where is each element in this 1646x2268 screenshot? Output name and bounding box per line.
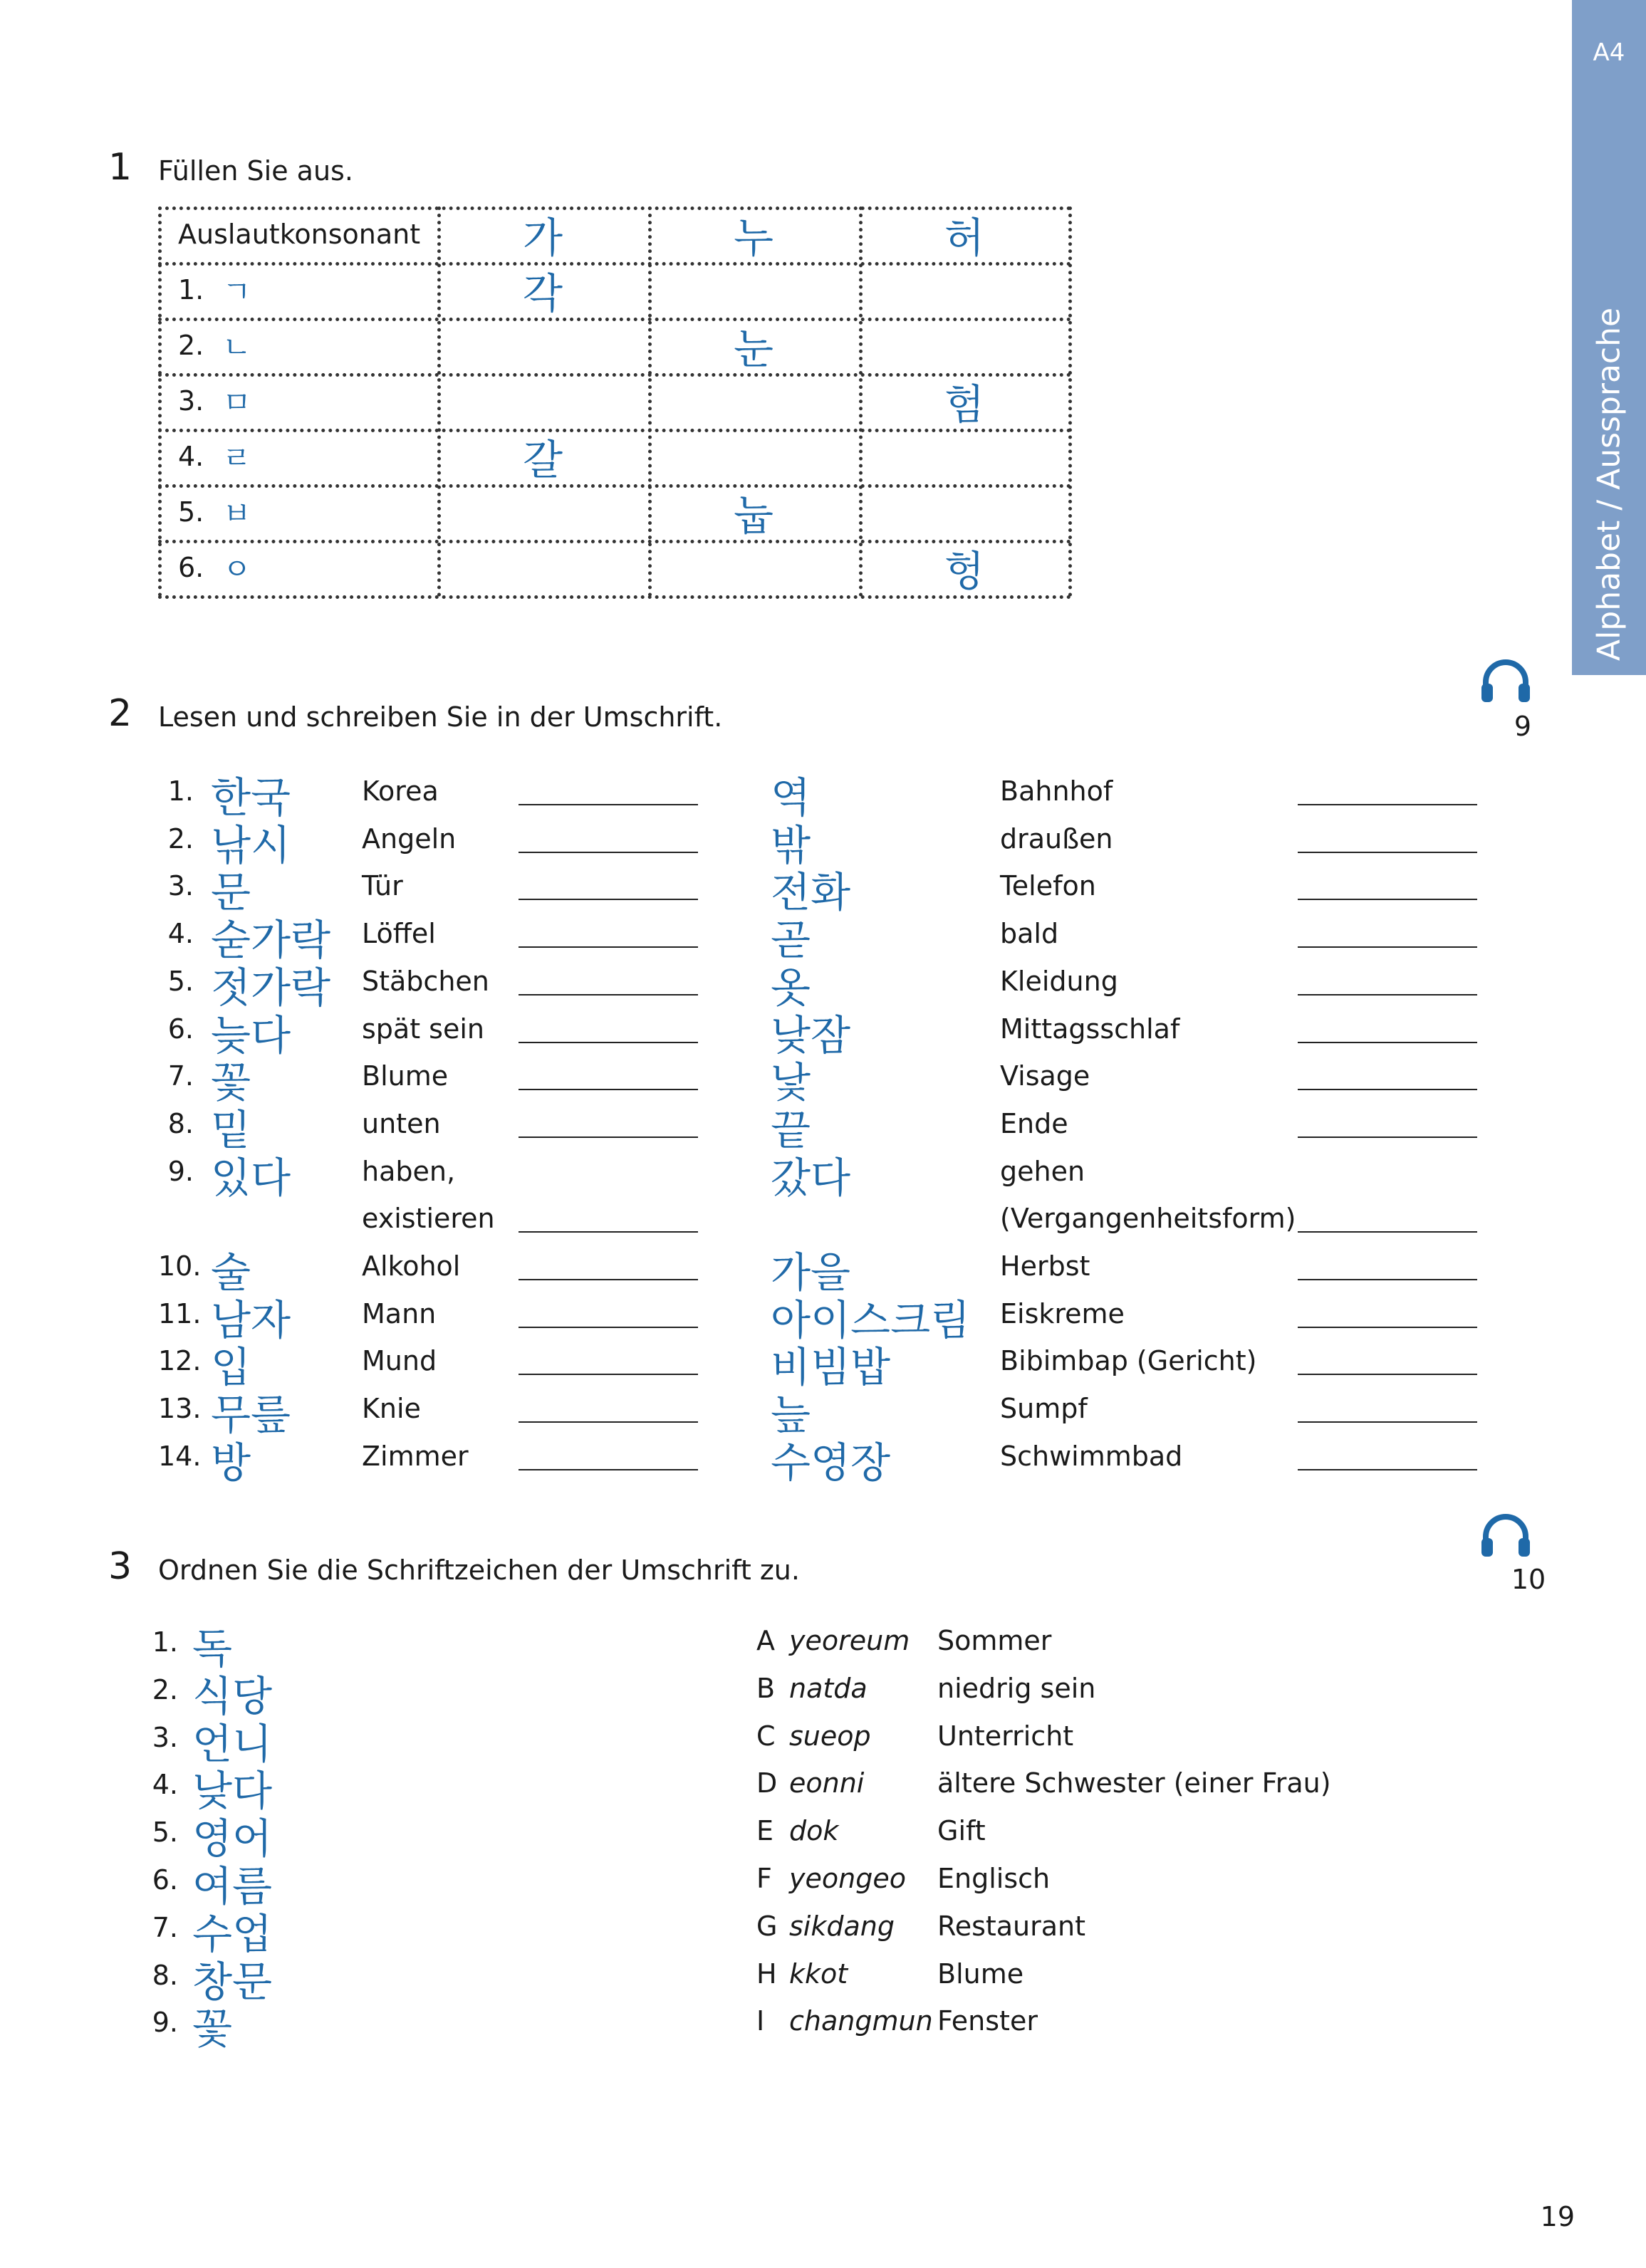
answer-blank[interactable] [519, 804, 698, 805]
german-word: Fenster [937, 2005, 1038, 2037]
german-word: Mann [362, 1298, 437, 1329]
headphones-icon[interactable] [1479, 1510, 1533, 1559]
german-word: gehen [1000, 1156, 1085, 1187]
korean-word: 가을 [771, 1248, 851, 1297]
option-letter: H [756, 1958, 777, 1990]
list-item-number: 1. [167, 775, 194, 807]
answer-blank[interactable] [1298, 994, 1477, 995]
korean-word: 젓가락 [211, 963, 331, 1012]
table-cell[interactable] [859, 318, 1070, 373]
korean-word: 한국 [211, 773, 291, 822]
table-row-label: 5. ㅂ [178, 496, 251, 531]
table-row-label: 3. ㅁ [178, 385, 251, 420]
korean-word: 문 [211, 868, 251, 916]
german-word: Blume [937, 1958, 1024, 1990]
german-word: unten [362, 1108, 441, 1139]
answer-blank[interactable] [519, 994, 698, 995]
german-word: Telefon [1000, 870, 1096, 902]
table-cell[interactable]: 각 [522, 269, 563, 318]
korean-word: 낮잠 [771, 1011, 851, 1060]
list-item-number: 8. [167, 1108, 194, 1139]
exercise-2-title: Lesen und schreiben Sie in der Umschrift. [158, 701, 723, 733]
table-header-label: Auslautkonsonant [178, 219, 421, 250]
romanization: kkot [789, 1958, 848, 1990]
audio-track-number: 10 [1511, 1564, 1546, 1595]
german-word: Sommer [937, 1625, 1052, 1656]
answer-blank[interactable] [1298, 1042, 1477, 1043]
table-cell[interactable] [859, 484, 1070, 540]
table-cell[interactable] [648, 373, 859, 429]
german-word: Alkohol [362, 1250, 461, 1282]
german-word: (Vergangenheitsform) [1000, 1203, 1296, 1234]
german-word: ältere Schwester (einer Frau) [937, 1767, 1331, 1799]
korean-word: 언니 [192, 1720, 273, 1768]
table-cell[interactable]: 갈 [522, 436, 563, 484]
table-cell[interactable] [859, 429, 1070, 484]
page-number: 19 [1540, 2201, 1575, 2232]
answer-blank[interactable] [1298, 1279, 1477, 1280]
list-item-number: 7. [152, 1912, 178, 1943]
answer-blank[interactable] [1298, 1089, 1477, 1090]
german-word: Stäbchen [362, 966, 489, 997]
german-word: Kleidung [1000, 966, 1118, 997]
german-word: Korea [362, 775, 439, 807]
list-item-number: 2. [167, 823, 194, 855]
table-cell[interactable]: 눈 [733, 325, 774, 373]
korean-word: 비빔밥 [771, 1343, 891, 1391]
exercise-1-number: 1 [108, 146, 132, 189]
answer-blank[interactable] [1298, 1231, 1477, 1233]
list-item-number: 4. [152, 1769, 178, 1800]
romanization: sikdang [789, 1911, 895, 1942]
answer-blank[interactable] [519, 1469, 698, 1470]
option-letter: E [756, 1815, 774, 1846]
answer-blank[interactable] [1298, 1327, 1477, 1328]
list-item-number: 6. [167, 1013, 194, 1045]
german-word: Eiskreme [1000, 1298, 1125, 1329]
korean-word: 남자 [211, 1296, 291, 1344]
answer-blank[interactable] [519, 1374, 698, 1375]
list-item-number: 3. [167, 870, 194, 902]
romanization: eonni [789, 1767, 865, 1799]
exercise-1-title: Füllen Sie aus. [158, 155, 353, 187]
german-word: Angeln [362, 823, 457, 855]
german-word: Gift [937, 1815, 986, 1846]
answer-blank[interactable] [519, 899, 698, 900]
german-word: Visage [1000, 1060, 1090, 1092]
exercise-1-table [158, 207, 1071, 597]
answer-blank[interactable] [1298, 804, 1477, 805]
option-letter: F [756, 1863, 772, 1894]
list-item-number: 4. [167, 918, 194, 949]
korean-word: 무릎 [211, 1391, 291, 1439]
table-header-syllable: 가 [522, 214, 563, 262]
list-item-number: 5. [167, 966, 194, 997]
korean-word: 끝 [771, 1106, 811, 1154]
list-item-number: 10. [158, 1250, 202, 1282]
table-header-syllable: 누 [733, 214, 774, 262]
answer-blank[interactable] [519, 1136, 698, 1138]
german-word: Knie [362, 1393, 421, 1424]
option-letter: A [756, 1625, 775, 1656]
answer-blank[interactable] [519, 1279, 698, 1280]
table-cell[interactable] [648, 429, 859, 484]
korean-word: 꽃 [192, 2005, 233, 2053]
korean-word: 늪 [771, 1391, 811, 1439]
chapter-tab [1572, 0, 1646, 675]
korean-word: 전화 [771, 868, 851, 916]
list-item-number: 7. [167, 1060, 194, 1092]
german-word: Sumpf [1000, 1393, 1088, 1424]
exercise-2-number: 2 [108, 692, 132, 735]
table-cell[interactable] [648, 262, 859, 318]
korean-word: 낯 [771, 1058, 811, 1107]
german-word: haben, [362, 1156, 456, 1187]
korean-word: 입 [211, 1343, 251, 1391]
option-letter: C [756, 1720, 776, 1752]
option-letter: B [756, 1673, 776, 1704]
list-item-number: 12. [158, 1345, 202, 1376]
list-item-number: 1. [152, 1626, 178, 1658]
german-word: niedrig sein [937, 1673, 1096, 1704]
table-cell[interactable] [437, 373, 648, 429]
table-row-label: 6. ㅇ [178, 552, 251, 587]
audio-track-number: 9 [1514, 711, 1532, 742]
list-item-number: 13. [158, 1393, 202, 1424]
german-word: Restaurant [937, 1911, 1086, 1942]
korean-word: 밑 [211, 1106, 251, 1154]
table-cell[interactable] [437, 484, 648, 540]
list-item-number: 6. [152, 1864, 178, 1896]
german-word: Schwimmbad [1000, 1441, 1183, 1472]
korean-word: 꽃 [211, 1058, 251, 1107]
list-item-number: 8. [152, 1960, 178, 1991]
german-word: Löffel [362, 918, 436, 949]
list-item-number: 9. [167, 1156, 194, 1187]
romanization: sueop [789, 1720, 871, 1752]
table-cell[interactable] [437, 540, 648, 595]
korean-word: 수영장 [771, 1438, 891, 1487]
romanization: natda [789, 1673, 868, 1704]
option-letter: D [756, 1767, 778, 1799]
german-word: Ende [1000, 1108, 1068, 1139]
table-row-label: 2. ㄴ [178, 330, 251, 365]
korean-word: 방 [211, 1438, 251, 1487]
german-word: Mund [362, 1345, 437, 1376]
exercise-3-number: 3 [108, 1545, 132, 1588]
german-word: bald [1000, 918, 1059, 949]
exercise-3-title: Ordnen Sie die Schriftzeichen der Umschrift zu. [158, 1554, 800, 1586]
korean-word: 역 [771, 773, 811, 822]
romanization: dok [789, 1815, 839, 1846]
answer-blank[interactable] [519, 852, 698, 853]
korean-word: 낚시 [211, 821, 291, 869]
korean-word: 여름 [192, 1862, 273, 1911]
romanization: changmun [789, 2005, 933, 2037]
korean-word: 아이스크림 [771, 1296, 971, 1344]
german-word: Zimmer [362, 1441, 469, 1472]
korean-word: 옷 [771, 963, 811, 1012]
headphones-icon[interactable] [1479, 655, 1533, 705]
answer-blank[interactable] [519, 1089, 698, 1090]
table-cell[interactable]: 헝 [944, 547, 985, 595]
answer-blank[interactable] [1298, 1374, 1477, 1375]
list-item-number: 11. [158, 1298, 202, 1329]
list-item-number: 5. [152, 1817, 178, 1848]
korean-word: 술 [211, 1248, 251, 1297]
german-word: Tür [362, 870, 403, 902]
table-header-syllable: 허 [944, 214, 985, 262]
table-row-label: 1. ㄱ [178, 274, 251, 309]
answer-blank[interactable] [1298, 1469, 1477, 1470]
answer-blank[interactable] [1298, 1421, 1477, 1423]
table-cell[interactable] [648, 540, 859, 595]
list-item-number: 9. [152, 2007, 178, 2038]
chapter-code: A4 [1593, 38, 1625, 67]
answer-blank[interactable] [1298, 852, 1477, 853]
table-cell[interactable]: 험 [944, 380, 985, 429]
korean-word: 있다 [211, 1154, 291, 1202]
chapter-section-title: Alphabet / Aussprache [1590, 307, 1627, 662]
korean-word: 갔다 [771, 1154, 851, 1202]
korean-word: 늦다 [211, 1011, 291, 1060]
korean-word: 밖 [771, 821, 811, 869]
german-word: spät sein [362, 1013, 485, 1045]
german-word: Herbst [1000, 1250, 1090, 1282]
table-row-label: 4. ㄹ [178, 441, 251, 476]
german-word: Blume [362, 1060, 449, 1092]
german-word: Bibimbap (Gericht) [1000, 1345, 1257, 1376]
table-cell[interactable]: 눕 [733, 491, 774, 540]
list-item-number: 3. [152, 1722, 178, 1753]
option-letter: G [756, 1911, 778, 1942]
romanization: yeoreum [789, 1625, 910, 1656]
answer-blank[interactable] [1298, 946, 1477, 948]
answer-blank[interactable] [519, 1421, 698, 1423]
german-word: Englisch [937, 1863, 1051, 1894]
list-item-number: 14. [158, 1441, 202, 1472]
korean-word: 숟가락 [211, 916, 331, 964]
answer-blank[interactable] [519, 1327, 698, 1328]
korean-word: 영어 [192, 1814, 273, 1863]
german-word: Mittagsschlaf [1000, 1013, 1180, 1045]
german-word: Bahnhof [1000, 775, 1113, 807]
korean-word: 식당 [192, 1672, 273, 1720]
korean-word: 독 [192, 1624, 233, 1673]
korean-word: 창문 [192, 1958, 273, 2006]
answer-blank[interactable] [1298, 899, 1477, 900]
german-word: existieren [362, 1203, 495, 1234]
answer-blank[interactable] [519, 1042, 698, 1043]
table-cell[interactable] [859, 262, 1070, 318]
korean-word: 곧 [771, 916, 811, 964]
answer-blank[interactable] [519, 946, 698, 948]
german-word: draußen [1000, 823, 1113, 855]
german-word: Unterricht [937, 1720, 1074, 1752]
korean-word: 수업 [192, 1910, 273, 1958]
list-item-number: 2. [152, 1674, 178, 1705]
answer-blank[interactable] [1298, 1136, 1477, 1138]
option-letter: I [756, 2005, 765, 2037]
answer-blank[interactable] [519, 1231, 698, 1233]
romanization: yeongeo [789, 1863, 906, 1894]
korean-word: 낮다 [192, 1767, 273, 1815]
table-cell[interactable] [437, 318, 648, 373]
